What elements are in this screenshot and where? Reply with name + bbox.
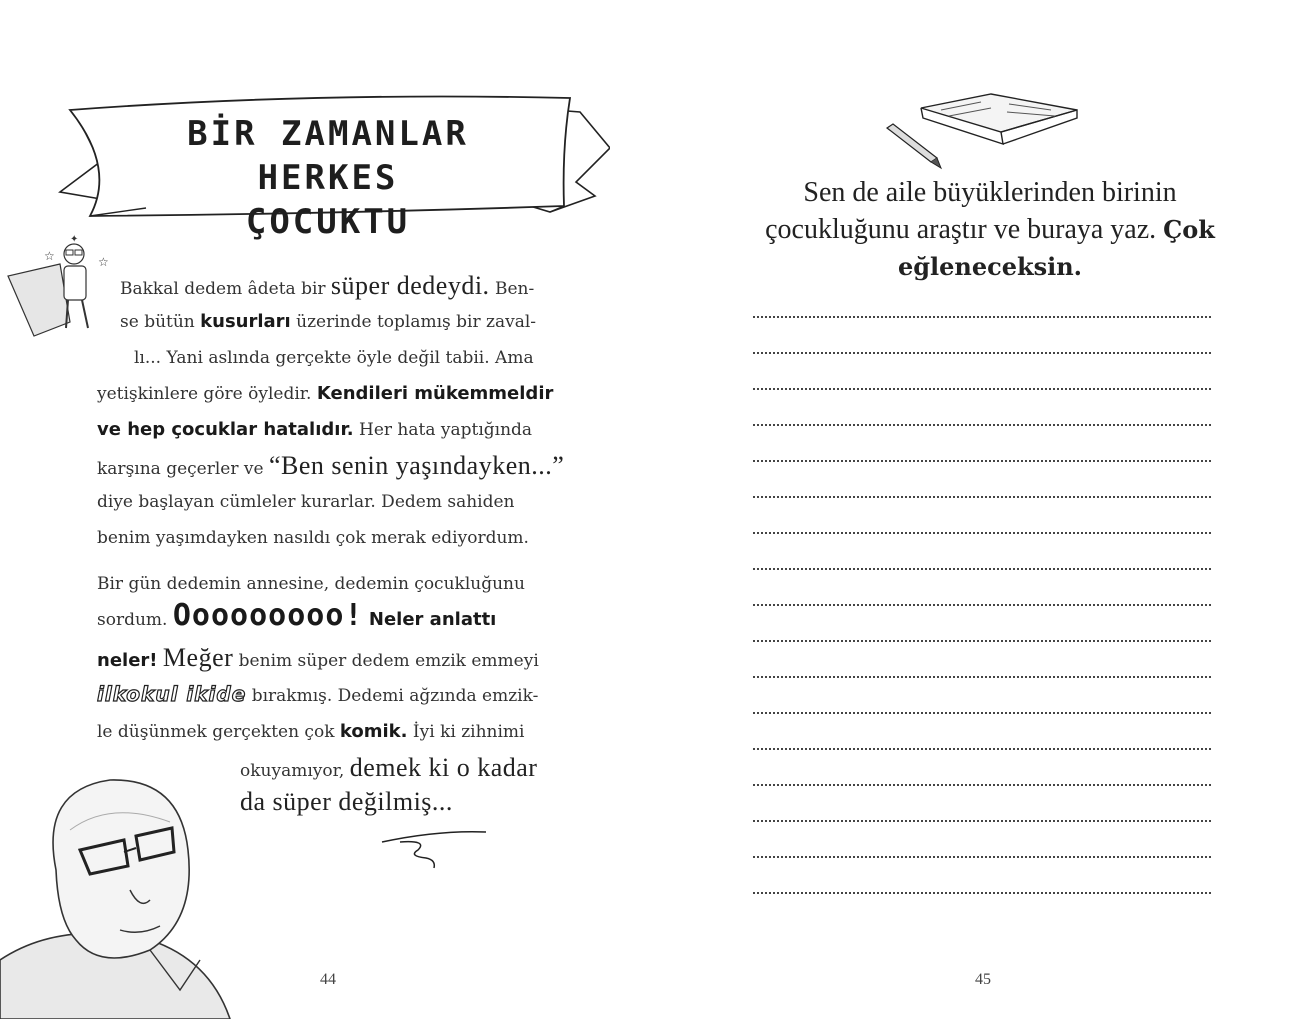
text-line: diye başlayan cümleler kurarlar. Dedem sahiden [97, 492, 515, 512]
grandpa-illustration [0, 760, 320, 1019]
writing-line[interactable] [753, 460, 1211, 462]
text-line [97, 682, 538, 708]
superhero-grandpa-illustration [4, 232, 114, 340]
text-line [97, 598, 497, 633]
marker-emphasis: Neler anlattı [368, 609, 497, 630]
svg-text:✦: ✦ [70, 234, 79, 245]
text-line [97, 643, 539, 673]
text: Bakkal dedem âdeta bir [120, 279, 326, 299]
text-line [97, 720, 525, 744]
writing-line[interactable] [753, 820, 1211, 822]
text-line: lı... Yani aslında gerçekte öyle değil tabii. Ama [134, 348, 534, 368]
writing-prompt [755, 174, 1225, 285]
writing-line[interactable] [753, 352, 1211, 354]
handwritten-emphasis: “Ben senin yaşındayken...” [268, 451, 565, 480]
text: çocukluğunu araştır ve buraya yaz. [765, 214, 1157, 245]
marker-emphasis: Kendileri mükemmeldir [316, 383, 554, 404]
right-page [655, 0, 1310, 1019]
writing-line[interactable] [753, 424, 1211, 426]
text: bırakmış. Dedemi ağzında emzik- [251, 686, 539, 706]
writing-line[interactable] [753, 856, 1211, 858]
writing-line[interactable] [753, 316, 1211, 318]
text-line [97, 418, 532, 442]
writing-line[interactable] [753, 676, 1211, 678]
text: le düşünmek gerçekten çok [97, 722, 335, 742]
text-line [97, 382, 553, 406]
writing-line[interactable] [753, 568, 1211, 570]
writing-line[interactable] [753, 604, 1211, 606]
bold-emphasis: eğleneceksin. [897, 252, 1083, 281]
text: benim süper dedem emzik emmeyi [238, 651, 539, 671]
chapter-title-line2: ÇOCUKTU [245, 202, 411, 242]
text-line: benim yaşımdayken nasıldı çok merak ediyordum. [97, 528, 529, 548]
bold-emphasis: Çok [1163, 215, 1215, 244]
writing-line[interactable] [753, 640, 1211, 642]
page-number: 44 [320, 971, 336, 988]
marker-emphasis: neler! [97, 650, 158, 671]
text: okuyamıyor, [240, 761, 345, 781]
svg-text:☆: ☆ [98, 255, 109, 269]
svg-text:☆: ☆ [44, 249, 55, 263]
marker-emphasis: komik. [339, 721, 408, 742]
handwritten-emphasis: da süper değilmiş... [240, 787, 453, 816]
chapter-title [118, 112, 538, 244]
page-number: 45 [975, 971, 991, 988]
text-line [120, 310, 536, 334]
text-line: Bir gün dedemin annesine, dedemin çocukluğunu [97, 574, 525, 594]
writing-line[interactable] [753, 784, 1211, 786]
outline-emphasis: ilkokul ikide [97, 682, 247, 706]
text-line [97, 451, 565, 481]
text: üzerinde toplamış bir zaval- [296, 312, 537, 332]
chapter-title-line1: BİR ZAMANLAR HERKES [187, 114, 469, 198]
marker-emphasis: ve hep çocuklar hatalıdır. [97, 419, 354, 440]
text-line [120, 271, 535, 301]
text: Ben- [494, 279, 535, 299]
text: se bütün [120, 312, 195, 332]
prompt-line [755, 248, 1225, 285]
writing-line[interactable] [753, 496, 1211, 498]
writing-line[interactable] [753, 532, 1211, 534]
writing-line[interactable] [753, 712, 1211, 714]
text: karşına geçerler ve [97, 459, 264, 479]
squiggle-decoration [378, 822, 490, 872]
text: sordum. [97, 610, 168, 630]
text: yetişkinlere göre öyledir. [97, 384, 312, 404]
marker-emphasis: kusurları [200, 311, 291, 332]
writing-line[interactable] [753, 892, 1211, 894]
text: Her hata yaptığında [359, 420, 533, 440]
handwritten-emphasis: demek ki o kadar [349, 753, 538, 782]
writing-line[interactable] [753, 388, 1211, 390]
handwritten-emphasis: süper dedeydi. [330, 271, 490, 300]
prompt-line: Sen de aile büyüklerinden birinin [803, 177, 1177, 208]
text: İyi ki zihnimi [412, 722, 525, 742]
writing-line[interactable] [753, 748, 1211, 750]
exclamation-emphasis: Ooooooooo! [172, 598, 364, 633]
handwritten-emphasis: Meğer [162, 643, 234, 672]
prompt-line [755, 211, 1225, 248]
notebook-pencil-illustration [881, 88, 1081, 172]
